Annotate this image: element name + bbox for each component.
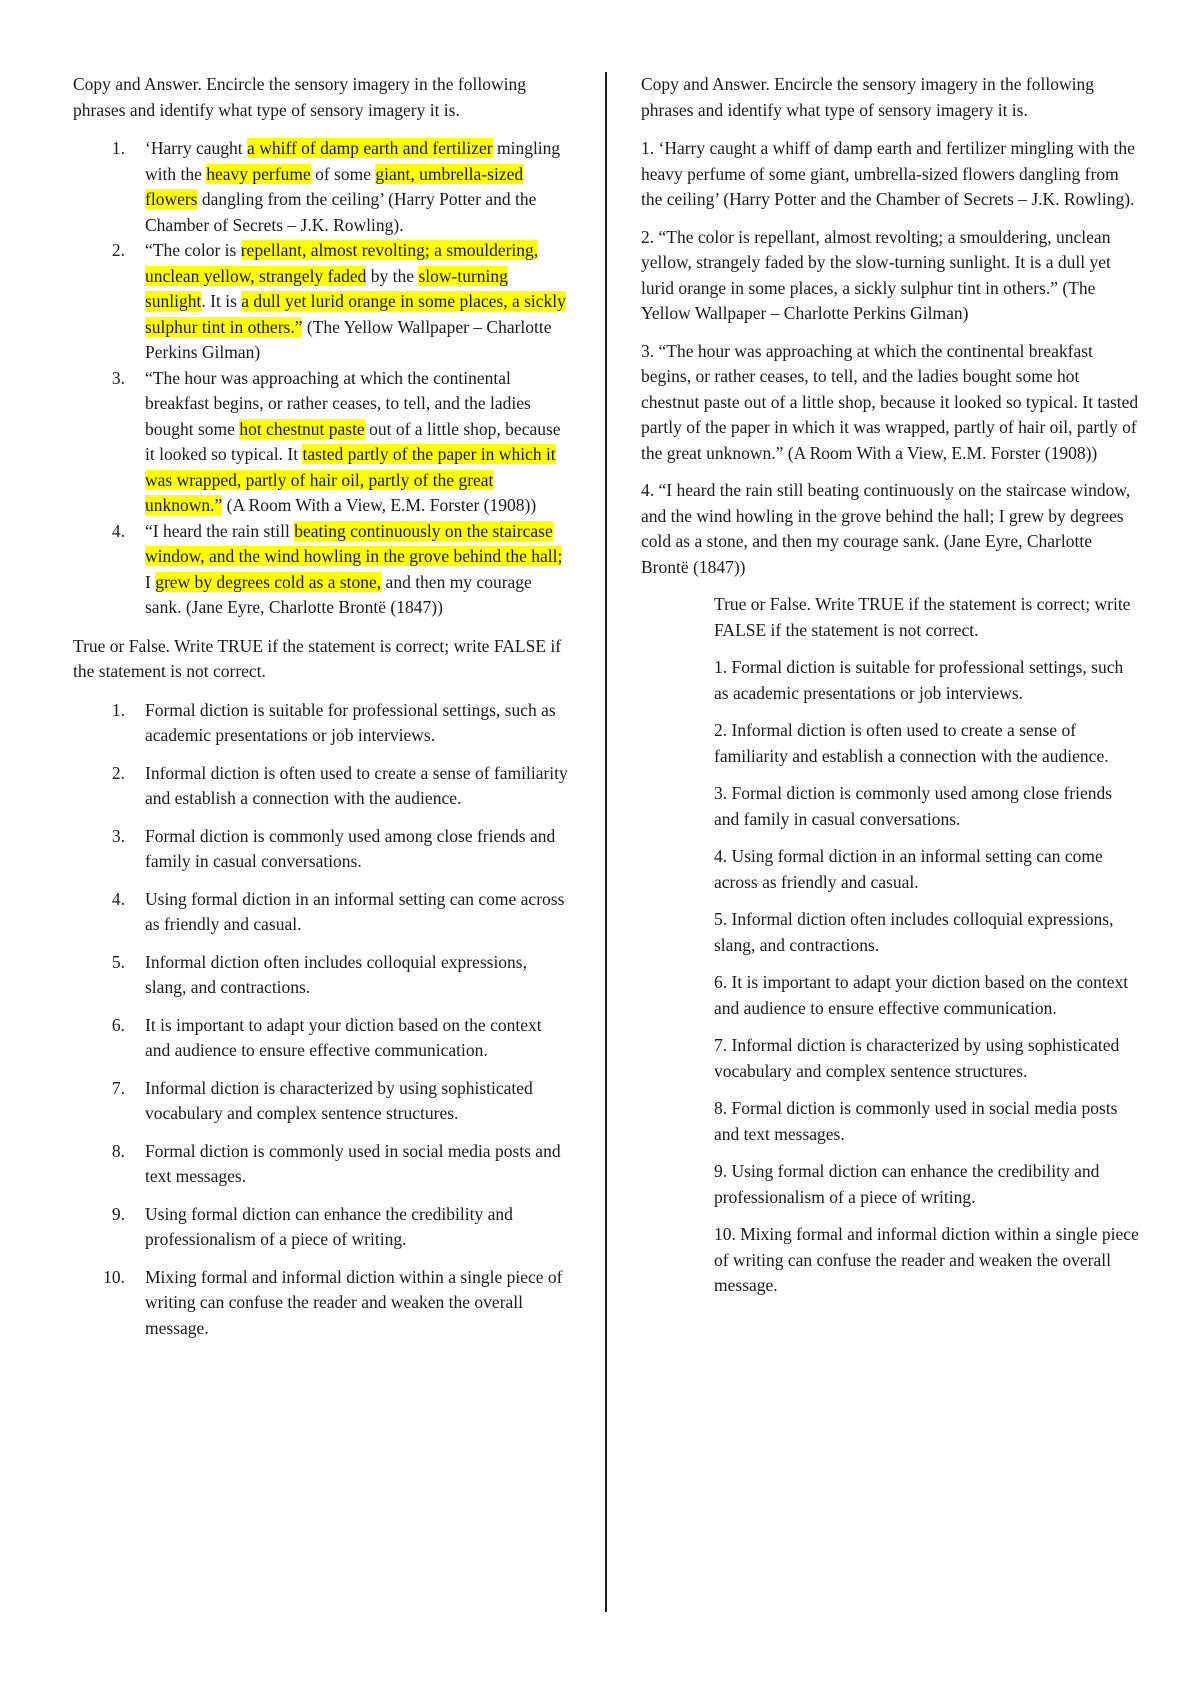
- text-segment: dangling from the ceiling’ (Harry Potter and the Chamber of Secrets – J.K. Rowling).: [145, 189, 537, 235]
- imagery-item: 2. “The color is repellant, almost revolting; a smouldering, unclean yellow, strangely faded by the slow-turning sunlight. It is a dull yet lurid orange in some places, a sickly sulphur tint in others.” (The Yellow Wallpaper – Charlotte Perkins Gilman): [641, 226, 1111, 323]
- item-number: 2.: [111, 762, 125, 783]
- true-false-item: [73, 824, 570, 875]
- item-number: 6.: [111, 1014, 125, 1035]
- true-false-item: 9. Using formal diction can enhance the credibility and professionalism of a piece of writing.: [714, 1161, 1100, 1207]
- highlighted-imagery: slow-turning sunlight: [145, 265, 508, 311]
- imagery-item: 1. ‘Harry caught a whiff of damp earth and fertilizer mingling with the heavy perfume of some giant, umbrella-sized flowers dangling from the ceiling’ (Harry Potter and the Chamber of Secrets – J.K. Rowling).: [641, 138, 1135, 209]
- imagery-item: [73, 136, 570, 238]
- highlighted-imagery: tasted partly of the paper in which it was wrapped, partly of hair oil, partly of the great unknown.”: [145, 444, 556, 515]
- true-false-item: 2. Informal diction is often used to create a sense of familiarity and establish a connection with the audience.: [714, 720, 1109, 766]
- statement-text: Formal diction is commonly used among close friends and family in casual conversations.: [145, 825, 556, 871]
- highlighted-imagery: heavy perfume: [206, 163, 311, 184]
- text-segment: “The hour was approaching at which the continental breakfast begins, or rather ceases, to tell, and the ladies bought some: [145, 367, 531, 439]
- statement-text: Mixing formal and informal diction within a single piece of writing can confuse the reader and weaken the overall message.: [145, 1266, 563, 1338]
- item-number: 5.: [111, 951, 125, 972]
- true-false-item: [73, 1139, 570, 1190]
- item-number: 3.: [111, 825, 125, 846]
- item-number: 7.: [111, 1077, 125, 1098]
- true-false-item: 1. Formal diction is suitable for professional settings, such as academic presentations or job interviews.: [714, 657, 1124, 703]
- imagery-list: [73, 136, 570, 621]
- text-segment: (The Yellow Wallpaper – Charlotte Perkins Gilman): [145, 316, 552, 362]
- imagery-instruction: Copy and Answer. Encircle the sensory imagery in the following phrases and identify what type of sensory imagery it is.: [641, 74, 1094, 120]
- item-number: 1.: [111, 138, 125, 158]
- left-column: [73, 72, 570, 1341]
- text-segment: of some: [310, 163, 376, 184]
- statement-text: It is important to adapt your diction based on the context and audience to ensure effective communication.: [145, 1014, 542, 1060]
- item-number: 3.: [111, 367, 125, 388]
- statement-text: Informal diction often includes colloquial expressions, slang, and contractions.: [145, 951, 527, 997]
- statement-text: Formal diction is suitable for professional settings, such as academic presentations or job interviews.: [145, 699, 556, 745]
- true-false-item: [73, 887, 570, 938]
- imagery-item: 4. “I heard the rain still beating continuously on the staircase window, and the wind howling in the grove behind the hall; I grew by degrees cold as a stone, and then my courage sank. (Jane Eyre, Charlotte Brontë (1847)): [641, 480, 1131, 577]
- item-number: 10.: [103, 1266, 125, 1287]
- true-false-item: 6. It is important to adapt your diction based on the context and audience to ensure effective communication.: [714, 972, 1129, 1018]
- true-false-item: [73, 950, 570, 1001]
- highlighted-imagery: giant, umbrella-sized flowers: [145, 163, 524, 209]
- true-false-item: [73, 1076, 570, 1127]
- statement-text: Using formal diction in an informal setting can come across as friendly and casual.: [145, 888, 565, 934]
- text-segment: out of a little shop, because it looked so typical. It: [145, 418, 561, 464]
- text-segment: “The color is: [145, 240, 241, 260]
- true-false-item: 8. Formal diction is commonly used in social media posts and text messages.: [714, 1098, 1118, 1144]
- true-false-list: [73, 698, 570, 1342]
- imagery-item: [73, 366, 570, 519]
- true-false-item: [73, 1013, 570, 1064]
- highlighted-imagery: a dull yet lurid orange in some places, a sickly sulphur tint in others.”: [145, 291, 566, 337]
- highlighted-imagery: hot chestnut paste: [239, 418, 365, 439]
- imagery-item: 3. “The hour was approaching at which the continental breakfast begins, or rather ceases, to tell, and the ladies bought some hot chestnut paste out of a little shop, because it looked so typical. It tasted partly of the paper in which it was wrapped, partly of hair oil, partly of the great unknown.” (A Room With a View, E.M. Forster (1908)): [641, 340, 1139, 463]
- true-false-item: [73, 1202, 570, 1253]
- imagery-item: [73, 519, 570, 621]
- text-segment: by the: [366, 265, 419, 286]
- text-segment: I: [145, 571, 156, 592]
- statement-text: Informal diction is characterized by using sophisticated vocabulary and complex sentence structures.: [145, 1077, 533, 1123]
- true-false-item: 3. Formal diction is commonly used among close friends and family in casual conversations.: [714, 783, 1113, 829]
- imagery-item: [73, 238, 570, 366]
- true-false-item: [73, 698, 570, 749]
- text-segment: “I heard the rain still: [145, 520, 295, 541]
- true-false-item: 7. Informal diction is characterized by using sophisticated vocabulary and complex sentence structures.: [714, 1035, 1120, 1081]
- true-false-item: [73, 1265, 570, 1342]
- statement-text: Using formal diction can enhance the credibility and professionalism of a piece of writing.: [145, 1203, 513, 1249]
- statement-text: Formal diction is commonly used in social media posts and text messages.: [145, 1140, 561, 1186]
- true-false-item: 5. Informal diction often includes colloquial expressions, slang, and contractions.: [714, 909, 1114, 955]
- item-number: 1.: [111, 699, 125, 720]
- true-false-instruction: True or False. Write TRUE if the statement is correct; write FALSE if the statement is not correct.: [714, 594, 1131, 640]
- true-false-section: [641, 592, 1141, 1299]
- text-segment: ‘Harry caught: [145, 138, 248, 158]
- true-false-item: 4. Using formal diction in an informal setting can come across as friendly and casual.: [714, 846, 1103, 892]
- text-segment: . It is: [201, 291, 242, 311]
- true-false-item: 10. Mixing formal and informal diction within a single piece of writing can confuse the reader and weaken the overall message.: [714, 1224, 1139, 1295]
- highlighted-imagery: beating continuously on the staircase window, and the wind howling in the grove behind the hall;: [145, 520, 563, 566]
- text-segment: mingling with the: [145, 138, 561, 184]
- item-number: 2.: [111, 240, 125, 260]
- item-number: 9.: [111, 1203, 125, 1224]
- statement-text: Informal diction is often used to create a sense of familiarity and establish a connection with the audience.: [145, 762, 568, 808]
- text-segment: and then my courage sank. (Jane Eyre, Charlotte Brontë (1847)): [145, 571, 532, 617]
- text-segment: (A Room With a View, E.M. Forster (1908)): [222, 495, 537, 515]
- imagery-instruction: Copy and Answer. Encircle the sensory imagery in the following phrases and identify what type of sensory imagery it is.: [73, 74, 526, 120]
- highlighted-imagery: repellant, almost revolting; a smouldering, unclean yellow, strangely faded: [145, 240, 539, 286]
- right-column: [641, 72, 1141, 1299]
- item-number: 4.: [111, 520, 125, 541]
- true-false-item: [73, 761, 570, 812]
- highlighted-imagery: a whiff of damp earth and fertilizer: [247, 138, 493, 158]
- highlighted-imagery: grew by degrees cold as a stone,: [155, 571, 382, 592]
- item-number: 8.: [111, 1140, 125, 1161]
- true-false-instruction: True or False. Write TRUE if the statement is correct; write FALSE if the statement is not correct.: [73, 635, 562, 681]
- column-divider: [605, 72, 607, 1612]
- item-number: 4.: [111, 888, 125, 909]
